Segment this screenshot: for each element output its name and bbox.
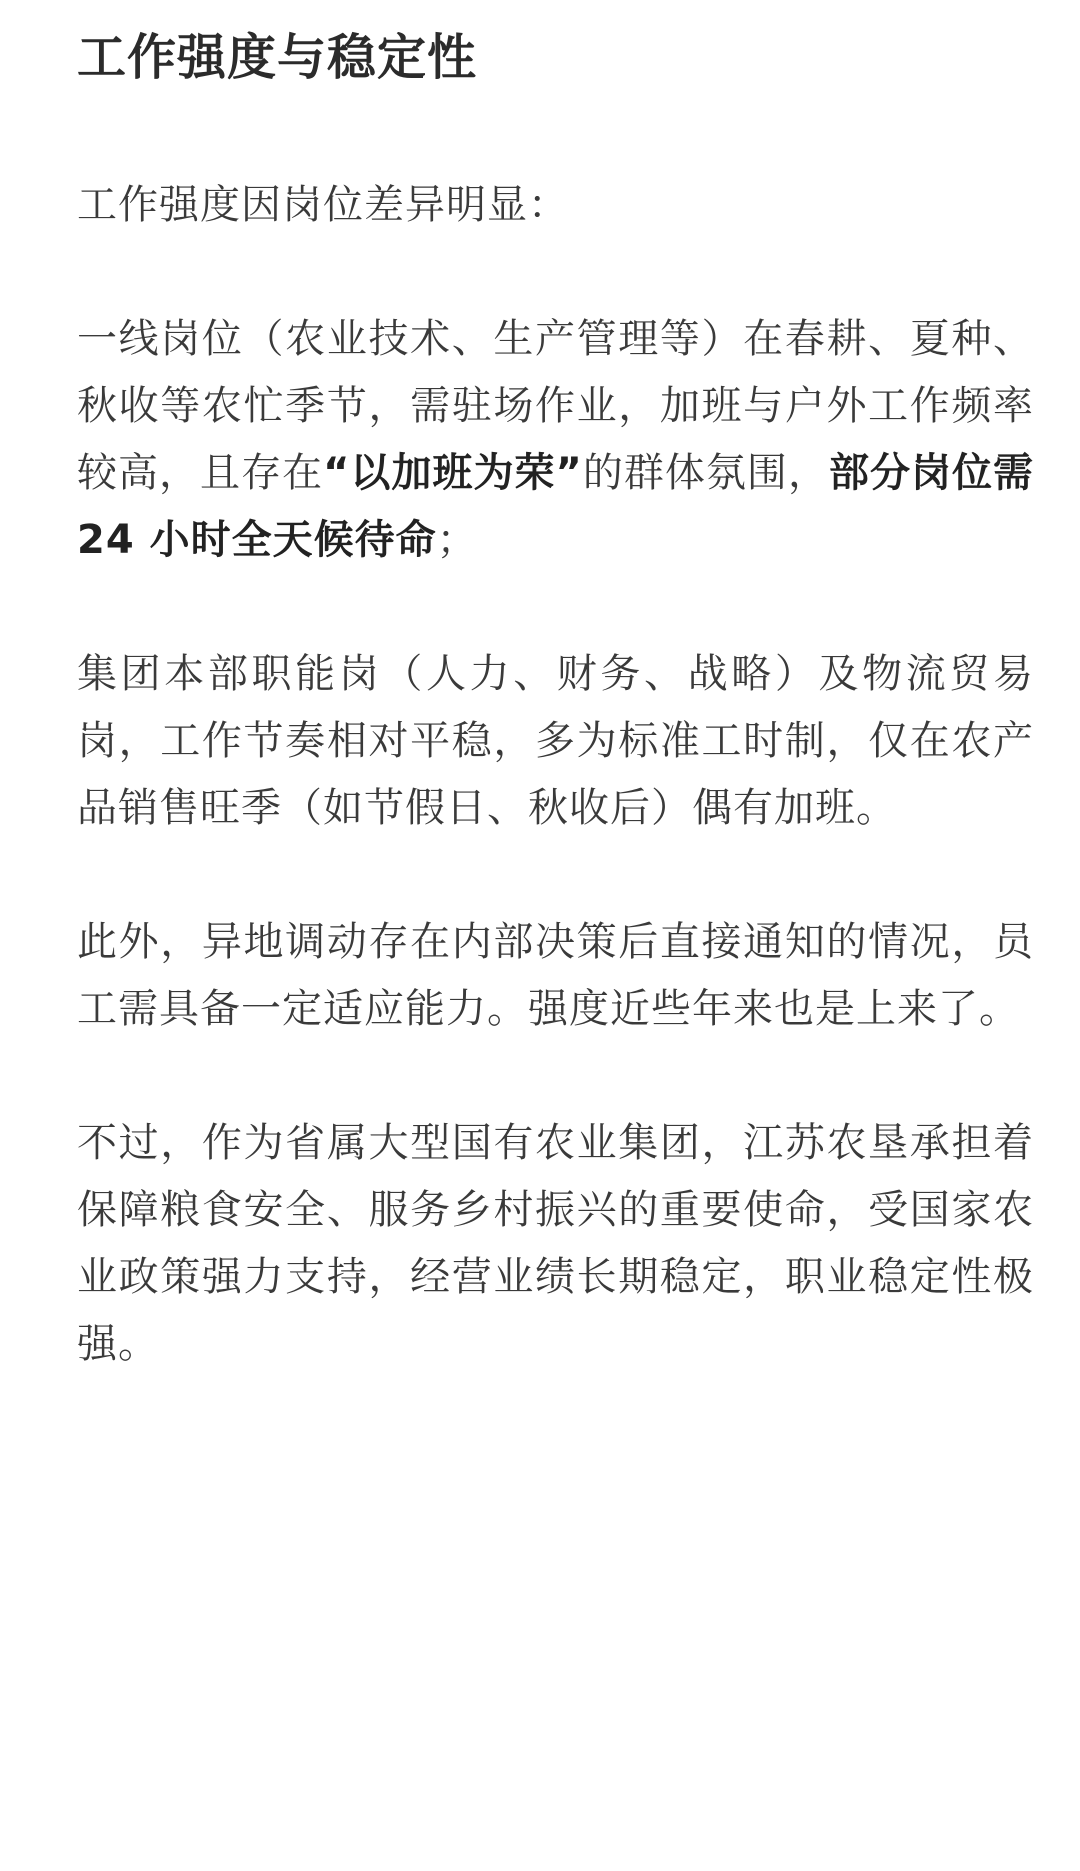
frontline-paragraph bbox=[77, 306, 1034, 574]
frontline-emphasis-standby: 部分岗位需 24 小时全天候待命 bbox=[77, 450, 1035, 563]
stability-paragraph: 不过，作为省属大型国有农业集团，江苏农垦承担着保障粮食安全、服务乡村振兴的重要使命，受国家农业政策强力支持，经营业绩长期稳定，职业稳定性极强。 bbox=[77, 1120, 1034, 1367]
intro-paragraph: 工作强度因岗位差异明显： bbox=[77, 182, 569, 228]
frontline-text-3: ； bbox=[436, 517, 478, 563]
frontline-emphasis-quote: “以加班为荣” bbox=[323, 450, 583, 496]
relocation-paragraph: 此外，异地调动存在内部决策后直接通知的情况，员工需具备一定适应能力。强度近些年来也是上来了。 bbox=[77, 919, 1034, 1032]
frontline-text-1: 一线岗位（农业技术、生产管理等）在春耕、夏种、秋收等农忙季节，需驻场作业，加班与户外工作频率较高，且存在 bbox=[77, 316, 1034, 496]
headquarters-paragraph: 集团本部职能岗（人力、财务、战略）及物流贸易岗，工作节奏相对平稳，多为标准工时制，仅在农产品销售旺季（如节假日、秋收后）偶有加班。 bbox=[77, 651, 1034, 831]
article-title: 工作强度与稳定性 bbox=[77, 29, 478, 86]
frontline-text-2: 的群体氛围， bbox=[582, 450, 829, 496]
